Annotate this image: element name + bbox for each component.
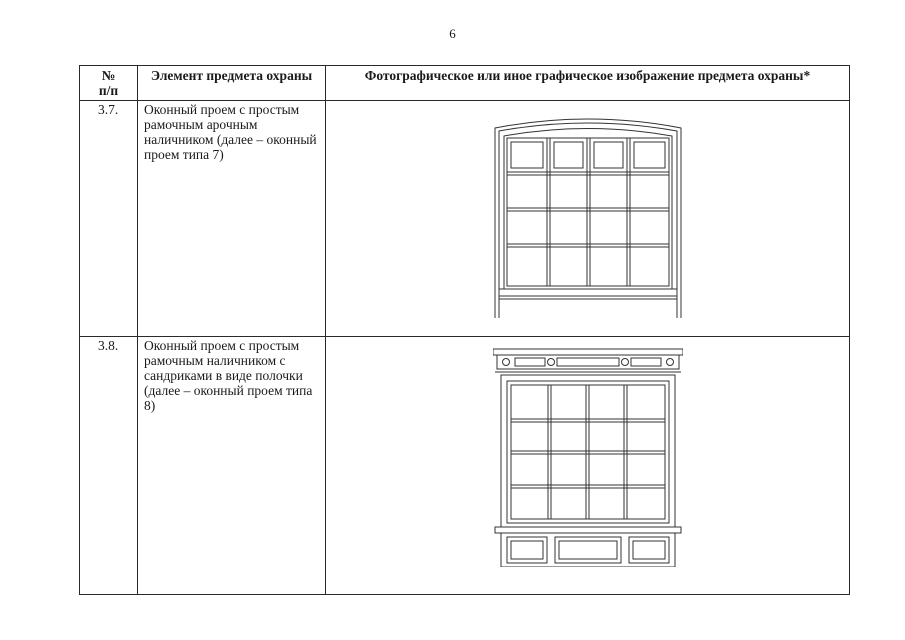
header-image: Фотографическое или иное графическое изображение предмета охраны* xyxy=(326,66,850,101)
table-row xyxy=(80,337,850,595)
row-element: Оконный проем с простым рамочным наличником с сандриками в виде полочки (далее – оконный проем типа 8) xyxy=(138,337,326,595)
table-header-row xyxy=(80,66,850,101)
arched-window-drawing xyxy=(493,114,683,318)
header-element: Элемент предмета охраны xyxy=(138,66,326,101)
header-number: № п/п xyxy=(80,66,138,101)
row-number: 3.7. xyxy=(80,101,138,337)
row-image xyxy=(326,337,850,595)
row-image xyxy=(326,101,850,337)
page-number: 6 xyxy=(449,26,456,41)
window-with-cornice-drawing xyxy=(493,345,683,567)
table-row xyxy=(80,101,850,337)
row-number: 3.8. xyxy=(80,337,138,595)
protection-table xyxy=(79,65,850,595)
row-element: Оконный проем с простым рамочным арочным наличником (далее – оконный проем типа 7) xyxy=(138,101,326,337)
